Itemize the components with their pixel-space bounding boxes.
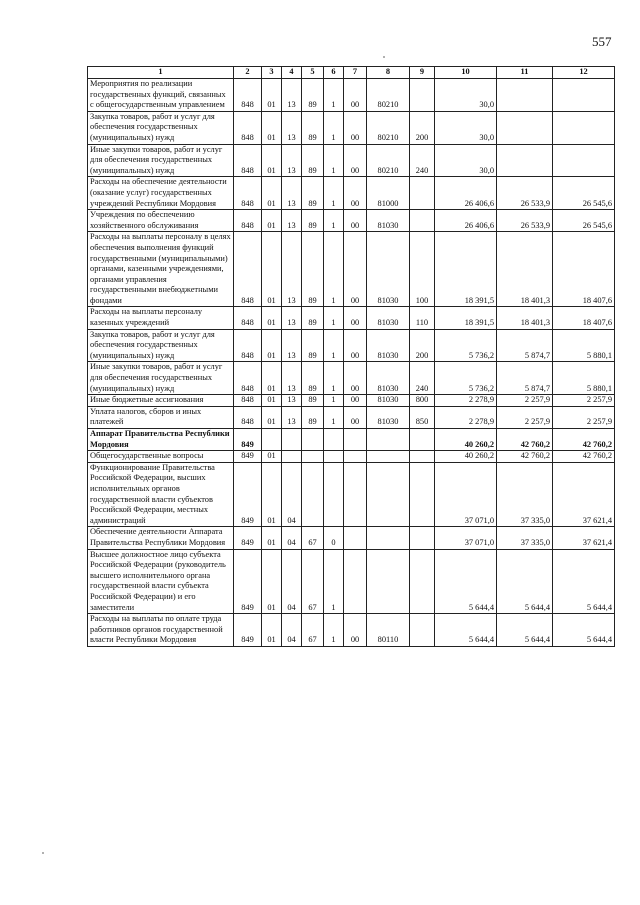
cell-group [344,527,367,549]
cell-section: 01 [262,527,282,549]
cell-admin: 848 [234,362,262,395]
cell-admin: 848 [234,329,262,362]
cell-subsection: 04 [282,549,302,614]
column-header: 5 [302,67,324,79]
table-row [88,614,615,647]
cell-subsection [282,429,302,451]
cell-direction: 81030 [367,395,410,407]
cell-expense-type [410,549,435,614]
cell-admin: 848 [234,232,262,307]
cell-amount-year3 [553,79,615,112]
cell-admin: 849 [234,527,262,549]
cell-amount-year3: 5 644,4 [553,614,615,647]
cell-admin: 848 [234,210,262,232]
cell-subprogram: 1 [324,232,344,307]
cell-amount-year2 [497,79,553,112]
cell-section: 01 [262,177,282,210]
cell-amount-year1: 40 260,2 [435,429,497,451]
cell-admin: 848 [234,177,262,210]
table-row [88,307,615,329]
cell-subsection: 13 [282,362,302,395]
cell-program [302,462,324,527]
cell-subprogram: 1 [324,210,344,232]
cell-group: 00 [344,395,367,407]
cell-direction: 80210 [367,144,410,177]
cell-expense-type [410,462,435,527]
table-row [88,451,615,463]
cell-subsection: 04 [282,462,302,527]
cell-subsection: 04 [282,527,302,549]
table-row [88,549,615,614]
cell-amount-year1: 26 406,6 [435,177,497,210]
cell-admin: 849 [234,549,262,614]
table-row [88,395,615,407]
cell-amount-year2 [497,144,553,177]
cell-admin: 848 [234,79,262,112]
cell-amount-year2 [497,111,553,144]
cell-group: 00 [344,111,367,144]
cell-admin: 848 [234,406,262,428]
cell-subprogram: 1 [324,329,344,362]
cell-section: 01 [262,210,282,232]
cell-group: 00 [344,614,367,647]
cell-group: 00 [344,406,367,428]
cell-amount-year2: 37 335,0 [497,527,553,549]
cell-section: 01 [262,451,282,463]
cell-direction: 81030 [367,329,410,362]
cell-amount-year3: 18 407,6 [553,232,615,307]
row-name: Закупка товаров, работ и услуг для обеспечения государственных (муниципальных) нужд [88,329,234,362]
cell-expense-type [410,429,435,451]
cell-amount-year1: 2 278,9 [435,406,497,428]
table-row [88,79,615,112]
column-header: 11 [497,67,553,79]
cell-amount-year3: 37 621,4 [553,462,615,527]
cell-amount-year2: 2 257,9 [497,395,553,407]
row-name: Учреждения по обеспечению хозяйственного обслуживания [88,210,234,232]
cell-amount-year1: 18 391,5 [435,232,497,307]
cell-section: 01 [262,362,282,395]
cell-expense-type: 240 [410,362,435,395]
cell-section: 01 [262,111,282,144]
column-header: 7 [344,67,367,79]
cell-subprogram [324,429,344,451]
cell-amount-year2: 26 533,9 [497,210,553,232]
cell-admin: 849 [234,451,262,463]
cell-section: 01 [262,232,282,307]
cell-amount-year3 [553,111,615,144]
cell-admin: 848 [234,144,262,177]
cell-program: 89 [302,144,324,177]
table-row [88,232,615,307]
scan-speck [42,852,44,854]
cell-amount-year1: 30,0 [435,144,497,177]
cell-group: 00 [344,362,367,395]
row-name: Расходы на выплаты персоналу в целях обеспечения выполнения функций государственными (муниципальными) органами, казенными учреждениями, органами управления государственными внебюджетными фондами [88,232,234,307]
cell-subsection: 13 [282,210,302,232]
cell-expense-type [410,210,435,232]
row-name: Функционирование Правительства Российской Федерации, высших исполнительных органов государственной власти субъектов Российской Федерации, местных администраций [88,462,234,527]
cell-section: 01 [262,307,282,329]
cell-section: 01 [262,549,282,614]
table-row [88,429,615,451]
cell-subprogram: 1 [324,395,344,407]
cell-program: 89 [302,307,324,329]
budget-table [87,66,615,647]
row-name: Расходы на выплаты по оплате труда работников органов государственной власти Республики Мордовия [88,614,234,647]
cell-group: 00 [344,329,367,362]
cell-expense-type: 850 [410,406,435,428]
cell-amount-year1: 2 278,9 [435,395,497,407]
cell-amount-year3: 26 545,6 [553,177,615,210]
cell-direction: 81000 [367,177,410,210]
cell-amount-year1: 5 736,2 [435,329,497,362]
column-header: 2 [234,67,262,79]
cell-expense-type: 110 [410,307,435,329]
cell-amount-year3: 18 407,6 [553,307,615,329]
cell-amount-year1: 30,0 [435,79,497,112]
cell-program: 89 [302,329,324,362]
cell-direction: 80110 [367,614,410,647]
cell-direction: 81030 [367,362,410,395]
column-header: 9 [410,67,435,79]
cell-subprogram: 1 [324,177,344,210]
cell-program [302,429,324,451]
cell-amount-year1: 26 406,6 [435,210,497,232]
cell-direction [367,451,410,463]
table-row [88,462,615,527]
cell-program: 89 [302,210,324,232]
cell-subprogram: 1 [324,144,344,177]
table-row [88,111,615,144]
cell-expense-type: 200 [410,329,435,362]
column-header: 8 [367,67,410,79]
cell-amount-year1: 5 644,4 [435,549,497,614]
cell-admin: 849 [234,462,262,527]
cell-expense-type [410,451,435,463]
column-header: 4 [282,67,302,79]
cell-subsection [282,451,302,463]
cell-admin: 848 [234,307,262,329]
cell-admin: 848 [234,395,262,407]
table-row [88,329,615,362]
scan-speck [383,56,385,58]
cell-subsection: 13 [282,232,302,307]
cell-direction: 81030 [367,210,410,232]
cell-subprogram: 1 [324,307,344,329]
cell-amount-year2: 5 874,7 [497,362,553,395]
cell-direction [367,527,410,549]
row-name: Иные закупки товаров, работ и услуг для обеспечения государственных (муниципальных) нужд [88,144,234,177]
cell-group: 00 [344,210,367,232]
page-number: 557 [592,34,612,49]
cell-program: 89 [302,395,324,407]
cell-subsection: 04 [282,614,302,647]
cell-amount-year1: 37 071,0 [435,527,497,549]
table-row [88,177,615,210]
column-header: 3 [262,67,282,79]
cell-section: 01 [262,406,282,428]
cell-subsection: 13 [282,307,302,329]
cell-admin: 849 [234,429,262,451]
cell-direction: 81030 [367,307,410,329]
cell-amount-year2: 5 644,4 [497,549,553,614]
row-name: Расходы на выплаты персоналу казенных учреждений [88,307,234,329]
cell-subsection: 13 [282,395,302,407]
cell-amount-year1: 30,0 [435,111,497,144]
cell-subprogram [324,462,344,527]
cell-direction [367,549,410,614]
table-row [88,210,615,232]
row-name: Уплата налогов, сборов и иных платежей [88,406,234,428]
row-name: Обеспечение деятельности Аппарата Правительства Республики Мордовия [88,527,234,549]
cell-group [344,549,367,614]
cell-program: 89 [302,177,324,210]
cell-section: 01 [262,614,282,647]
column-header: 6 [324,67,344,79]
cell-section: 01 [262,395,282,407]
cell-amount-year3: 2 257,9 [553,395,615,407]
row-name: Расходы на обеспечение деятельности (оказание услуг) государственных учреждений Республики Мордовия [88,177,234,210]
cell-amount-year2: 5 644,4 [497,614,553,647]
cell-expense-type [410,79,435,112]
cell-amount-year2: 18 401,3 [497,307,553,329]
cell-amount-year2: 18 401,3 [497,232,553,307]
cell-admin: 849 [234,614,262,647]
cell-group: 00 [344,79,367,112]
cell-amount-year3: 42 760,2 [553,429,615,451]
cell-subsection: 13 [282,79,302,112]
cell-section: 01 [262,144,282,177]
table-header-row [88,67,615,79]
cell-program: 89 [302,362,324,395]
cell-amount-year3: 37 621,4 [553,527,615,549]
cell-expense-type: 100 [410,232,435,307]
cell-amount-year3: 2 257,9 [553,406,615,428]
row-name: Общегосударственные вопросы [88,451,234,463]
row-name: Мероприятия по реализации государственных функций, связанных с общегосударственным управлением [88,79,234,112]
cell-subprogram: 1 [324,614,344,647]
cell-subprogram: 1 [324,111,344,144]
cell-amount-year1: 5 644,4 [435,614,497,647]
cell-subprogram [324,451,344,463]
cell-section: 01 [262,462,282,527]
cell-amount-year3: 5 644,4 [553,549,615,614]
cell-section [262,429,282,451]
cell-subsection: 13 [282,329,302,362]
cell-group: 00 [344,307,367,329]
column-header: 12 [553,67,615,79]
cell-amount-year1: 5 736,2 [435,362,497,395]
cell-section: 01 [262,79,282,112]
cell-group: 00 [344,177,367,210]
cell-direction: 81030 [367,232,410,307]
cell-amount-year2: 42 760,2 [497,429,553,451]
row-name: Иные закупки товаров, работ и услуг для обеспечения государственных (муниципальных) нужд [88,362,234,395]
table-row [88,144,615,177]
column-header: 1 [88,67,234,79]
cell-direction: 81030 [367,406,410,428]
row-name: Высшее должностное лицо субъекта Российской Федерации (руководитель высшего исполнительного органа государственной власти субъекта Российской Федерации) и его заместители [88,549,234,614]
cell-amount-year3: 42 760,2 [553,451,615,463]
cell-program: 89 [302,79,324,112]
row-name: Аппарат Правительства Республики Мордовия [88,429,234,451]
cell-direction: 80210 [367,111,410,144]
cell-amount-year2: 37 335,0 [497,462,553,527]
cell-subprogram: 1 [324,362,344,395]
cell-expense-type: 240 [410,144,435,177]
cell-section: 01 [262,329,282,362]
cell-subprogram: 1 [324,79,344,112]
cell-program [302,451,324,463]
cell-subsection: 13 [282,406,302,428]
cell-amount-year2: 5 874,7 [497,329,553,362]
column-header: 10 [435,67,497,79]
cell-expense-type [410,527,435,549]
cell-expense-type: 200 [410,111,435,144]
cell-subsection: 13 [282,177,302,210]
row-name: Иные бюджетные ассигнования [88,395,234,407]
cell-amount-year3: 26 545,6 [553,210,615,232]
cell-expense-type: 800 [410,395,435,407]
cell-amount-year3: 5 880,1 [553,362,615,395]
table-row [88,406,615,428]
cell-subprogram: 1 [324,406,344,428]
cell-direction [367,429,410,451]
cell-group: 00 [344,144,367,177]
cell-subsection: 13 [282,111,302,144]
cell-group: 00 [344,232,367,307]
cell-amount-year1: 40 260,2 [435,451,497,463]
cell-group [344,429,367,451]
cell-group [344,451,367,463]
cell-expense-type [410,614,435,647]
cell-amount-year2: 26 533,9 [497,177,553,210]
cell-group [344,462,367,527]
cell-admin: 848 [234,111,262,144]
cell-subprogram: 0 [324,527,344,549]
cell-amount-year3: 5 880,1 [553,329,615,362]
cell-amount-year2: 42 760,2 [497,451,553,463]
cell-subprogram: 1 [324,549,344,614]
cell-program: 67 [302,527,324,549]
table-row [88,527,615,549]
cell-direction [367,462,410,527]
cell-program: 89 [302,406,324,428]
cell-expense-type [410,177,435,210]
cell-amount-year1: 37 071,0 [435,462,497,527]
cell-amount-year2: 2 257,9 [497,406,553,428]
cell-subsection: 13 [282,144,302,177]
cell-amount-year3 [553,144,615,177]
cell-direction: 80210 [367,79,410,112]
cell-program: 89 [302,232,324,307]
row-name: Закупка товаров, работ и услуг для обеспечения государственных (муниципальных) нужд [88,111,234,144]
cell-amount-year1: 18 391,5 [435,307,497,329]
cell-program: 67 [302,614,324,647]
table-row [88,362,615,395]
cell-program: 67 [302,549,324,614]
cell-program: 89 [302,111,324,144]
